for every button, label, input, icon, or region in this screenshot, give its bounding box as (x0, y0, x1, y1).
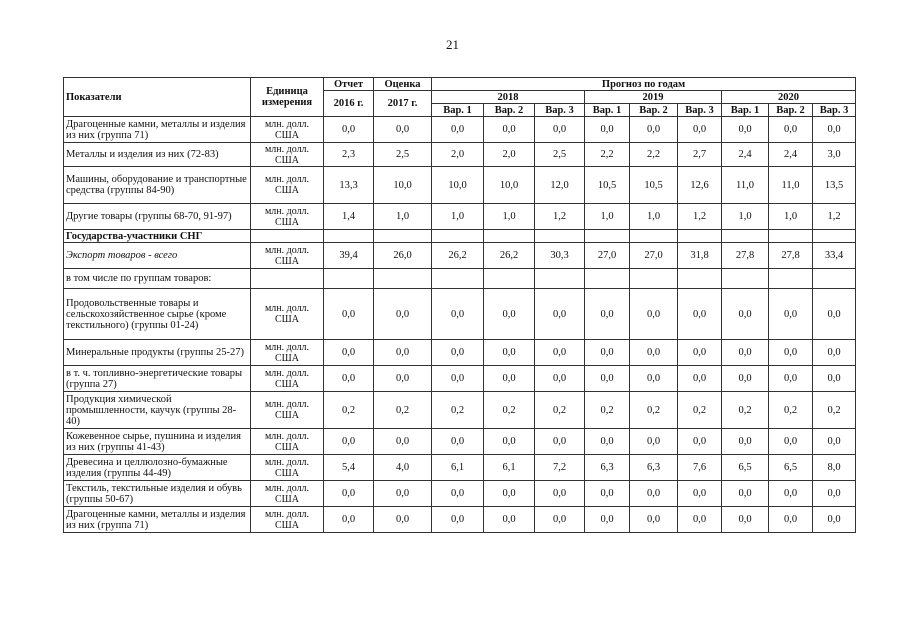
value-cell: 0,0 (630, 366, 678, 392)
value-cell: 0,0 (630, 340, 678, 366)
value-cell (585, 230, 630, 243)
value-cell: 27,8 (769, 243, 813, 269)
value-cell: 0,0 (630, 481, 678, 507)
table-row (64, 269, 856, 289)
value-cell: 1,0 (432, 204, 484, 230)
row-unit: млн. долл. США (251, 289, 324, 340)
header-variant: Вар. 2 (630, 104, 678, 117)
value-cell: 26,0 (374, 243, 432, 269)
value-cell: 0,0 (324, 289, 374, 340)
table-row (64, 392, 856, 429)
value-cell (630, 230, 678, 243)
value-cell: 0,0 (722, 429, 769, 455)
value-cell (813, 269, 856, 289)
row-label: в том числе по группам товаров: (64, 269, 251, 289)
value-cell: 0,0 (813, 429, 856, 455)
value-cell: 1,0 (722, 204, 769, 230)
value-cell: 0,0 (769, 481, 813, 507)
header-year: 2018 (432, 91, 585, 104)
value-cell: 10,5 (630, 167, 678, 204)
value-cell (324, 269, 374, 289)
value-cell: 10,0 (484, 167, 535, 204)
row-unit: млн. долл. США (251, 204, 324, 230)
value-cell (630, 269, 678, 289)
table-row (64, 340, 856, 366)
value-cell: 0,0 (769, 117, 813, 143)
table-row (64, 289, 856, 340)
row-unit: млн. долл. США (251, 507, 324, 533)
value-cell: 6,1 (432, 455, 484, 481)
table-body (64, 117, 856, 533)
value-cell: 1,2 (678, 204, 722, 230)
value-cell: 1,0 (585, 204, 630, 230)
value-cell: 0,0 (813, 289, 856, 340)
value-cell: 0,0 (585, 289, 630, 340)
value-cell: 0,0 (630, 429, 678, 455)
value-cell: 26,2 (432, 243, 484, 269)
row-label: Минеральные продукты (группы 25-27) (64, 340, 251, 366)
value-cell: 39,4 (324, 243, 374, 269)
value-cell (374, 230, 432, 243)
value-cell: 0,0 (374, 117, 432, 143)
page-number: 21 (446, 37, 459, 52)
value-cell: 7,2 (535, 455, 585, 481)
value-cell: 0,0 (585, 481, 630, 507)
table-row (64, 429, 856, 455)
table-row (64, 481, 856, 507)
row-unit (251, 269, 324, 289)
value-cell: 0,0 (432, 481, 484, 507)
value-cell: 0,0 (324, 340, 374, 366)
value-cell: 7,6 (678, 455, 722, 481)
row-label: Древесина и целлюлозно-бумажные изделия (группы 44-49) (64, 455, 251, 481)
value-cell: 0,0 (484, 117, 535, 143)
value-cell: 0,2 (722, 392, 769, 429)
forecast-table (63, 77, 856, 533)
value-cell: 0,0 (484, 340, 535, 366)
value-cell: 0,0 (535, 117, 585, 143)
row-unit (251, 230, 324, 243)
value-cell: 2,2 (630, 143, 678, 167)
value-cell: 4,0 (374, 455, 432, 481)
value-cell: 1,0 (769, 204, 813, 230)
value-cell: 0,0 (769, 366, 813, 392)
value-cell: 2,2 (585, 143, 630, 167)
header-report: Отчет (324, 78, 374, 91)
row-label: Государства-участники СНГ (64, 230, 251, 243)
value-cell: 0,0 (374, 289, 432, 340)
value-cell: 2,5 (374, 143, 432, 167)
value-cell: 0,0 (535, 366, 585, 392)
value-cell: 0,0 (432, 289, 484, 340)
value-cell: 0,0 (585, 366, 630, 392)
value-cell: 33,4 (813, 243, 856, 269)
value-cell: 0,0 (432, 117, 484, 143)
value-cell: 6,5 (769, 455, 813, 481)
value-cell: 13,5 (813, 167, 856, 204)
value-cell: 0,0 (535, 289, 585, 340)
table-row (64, 143, 856, 167)
value-cell (324, 230, 374, 243)
value-cell: 0,0 (484, 429, 535, 455)
value-cell: 8,0 (813, 455, 856, 481)
value-cell: 0,0 (585, 117, 630, 143)
value-cell: 0,0 (722, 366, 769, 392)
value-cell: 10,5 (585, 167, 630, 204)
value-cell: 0,0 (432, 507, 484, 533)
value-cell: 2,0 (432, 143, 484, 167)
value-cell: 0,0 (374, 429, 432, 455)
value-cell: 30,3 (535, 243, 585, 269)
value-cell: 0,2 (769, 392, 813, 429)
table-row (64, 243, 856, 269)
value-cell (374, 269, 432, 289)
value-cell: 10,0 (374, 167, 432, 204)
table-row (64, 455, 856, 481)
value-cell: 27,0 (585, 243, 630, 269)
value-cell: 1,2 (535, 204, 585, 230)
value-cell: 2,5 (535, 143, 585, 167)
header-variant: Вар. 3 (535, 104, 585, 117)
value-cell: 0,2 (630, 392, 678, 429)
row-unit: млн. долл. США (251, 243, 324, 269)
value-cell: 0,0 (678, 481, 722, 507)
value-cell: 0,0 (630, 289, 678, 340)
value-cell: 3,0 (813, 143, 856, 167)
row-label: в т. ч. топливно-энергетические товары (группа 27) (64, 366, 251, 392)
value-cell: 0,0 (374, 366, 432, 392)
value-cell: 1,2 (813, 204, 856, 230)
row-label: Драгоценные камни, металлы и изделия из них (группа 71) (64, 117, 251, 143)
value-cell: 0,0 (813, 117, 856, 143)
table-row (64, 366, 856, 392)
table-row (64, 117, 856, 143)
value-cell: 0,2 (585, 392, 630, 429)
value-cell: 0,0 (722, 289, 769, 340)
value-cell: 0,0 (722, 481, 769, 507)
header-indicator: Показатели (64, 78, 251, 117)
value-cell (722, 269, 769, 289)
value-cell: 0,0 (324, 481, 374, 507)
value-cell: 0,0 (769, 507, 813, 533)
value-cell: 0,2 (535, 392, 585, 429)
value-cell: 2,7 (678, 143, 722, 167)
value-cell: 1,0 (374, 204, 432, 230)
value-cell: 11,0 (769, 167, 813, 204)
header-estimate: Оценка (374, 78, 432, 91)
value-cell: 5,4 (324, 455, 374, 481)
value-cell (484, 269, 535, 289)
value-cell: 0,0 (432, 366, 484, 392)
value-cell: 0,0 (678, 289, 722, 340)
value-cell: 0,0 (484, 507, 535, 533)
value-cell: 0,2 (813, 392, 856, 429)
value-cell (813, 230, 856, 243)
value-cell: 26,2 (484, 243, 535, 269)
row-label: Металлы и изделия из них (72-83) (64, 143, 251, 167)
row-label: Продовольственные товары и сельскохозяйственное сырье (кроме текстильного) (группы 01-24) (64, 289, 251, 340)
value-cell: 6,3 (630, 455, 678, 481)
value-cell: 0,0 (432, 429, 484, 455)
value-cell: 6,1 (484, 455, 535, 481)
value-cell: 0,0 (813, 481, 856, 507)
value-cell: 0,0 (585, 429, 630, 455)
header-unit: Единица измерения (251, 78, 324, 117)
header-year: 2019 (585, 91, 722, 104)
row-unit: млн. долл. США (251, 340, 324, 366)
header-variant: Вар. 1 (585, 104, 630, 117)
value-cell (678, 269, 722, 289)
value-cell: 10,0 (432, 167, 484, 204)
table-row (64, 230, 856, 243)
value-cell: 0,0 (813, 366, 856, 392)
header-variant: Вар. 3 (813, 104, 856, 117)
value-cell (432, 269, 484, 289)
value-cell: 12,0 (535, 167, 585, 204)
row-unit: млн. долл. США (251, 481, 324, 507)
value-cell: 6,3 (585, 455, 630, 481)
value-cell: 0,0 (678, 366, 722, 392)
value-cell: 12,6 (678, 167, 722, 204)
header-year-2017: 2017 г. (374, 91, 432, 117)
value-cell: 0,0 (722, 117, 769, 143)
table-row (64, 204, 856, 230)
row-unit: млн. долл. США (251, 366, 324, 392)
row-label: Другие товары (группы 68-70, 91-97) (64, 204, 251, 230)
value-cell: 2,4 (722, 143, 769, 167)
value-cell: 0,0 (432, 340, 484, 366)
value-cell (769, 230, 813, 243)
value-cell: 0,0 (484, 366, 535, 392)
value-cell (535, 230, 585, 243)
value-cell: 0,0 (722, 340, 769, 366)
row-label: Текстиль, текстильные изделия и обувь (группы 50-67) (64, 481, 251, 507)
value-cell: 2,4 (769, 143, 813, 167)
value-cell: 11,0 (722, 167, 769, 204)
value-cell: 0,0 (374, 481, 432, 507)
row-unit: млн. долл. США (251, 455, 324, 481)
value-cell: 0,2 (484, 392, 535, 429)
value-cell: 0,0 (769, 289, 813, 340)
value-cell: 13,3 (324, 167, 374, 204)
header-variant: Вар. 1 (722, 104, 769, 117)
value-cell: 0,0 (678, 429, 722, 455)
value-cell: 27,8 (722, 243, 769, 269)
value-cell: 6,5 (722, 455, 769, 481)
row-label: Драгоценные камни, металлы и изделия из них (группа 71) (64, 507, 251, 533)
value-cell: 0,0 (324, 507, 374, 533)
header-variant: Вар. 3 (678, 104, 722, 117)
value-cell: 0,2 (678, 392, 722, 429)
value-cell: 0,0 (813, 507, 856, 533)
value-cell: 0,2 (374, 392, 432, 429)
row-unit: млн. долл. США (251, 117, 324, 143)
header-variant: Вар. 2 (484, 104, 535, 117)
value-cell (585, 269, 630, 289)
value-cell: 0,0 (678, 507, 722, 533)
value-cell: 2,0 (484, 143, 535, 167)
value-cell: 0,0 (585, 340, 630, 366)
table-header (64, 78, 856, 117)
row-label: Экспорт товаров - всего (64, 243, 251, 269)
value-cell (535, 269, 585, 289)
table-row (64, 507, 856, 533)
value-cell: 0,0 (324, 117, 374, 143)
header-variant: Вар. 1 (432, 104, 484, 117)
row-unit: млн. долл. США (251, 429, 324, 455)
value-cell: 0,0 (722, 507, 769, 533)
value-cell: 1,4 (324, 204, 374, 230)
value-cell: 0,0 (535, 481, 585, 507)
row-unit: млн. долл. США (251, 143, 324, 167)
value-cell: 0,0 (585, 507, 630, 533)
header-year-2016: 2016 г. (324, 91, 374, 117)
value-cell: 0,0 (374, 340, 432, 366)
value-cell: 0,0 (535, 429, 585, 455)
header-variant: Вар. 2 (769, 104, 813, 117)
value-cell: 0,0 (769, 429, 813, 455)
value-cell (722, 230, 769, 243)
value-cell: 0,0 (324, 429, 374, 455)
value-cell: 0,0 (769, 340, 813, 366)
value-cell: 31,8 (678, 243, 722, 269)
value-cell: 2,3 (324, 143, 374, 167)
value-cell: 0,0 (630, 117, 678, 143)
header-forecast: Прогноз по годам (432, 78, 856, 91)
value-cell: 0,2 (324, 392, 374, 429)
row-label: Машины, оборудование и транспортные средства (группы 84-90) (64, 167, 251, 204)
header-year: 2020 (722, 91, 856, 104)
value-cell: 0,0 (484, 289, 535, 340)
table-row (64, 167, 856, 204)
value-cell: 0,0 (535, 340, 585, 366)
value-cell (484, 230, 535, 243)
row-label: Кожевенное сырье, пушнина и изделия из них (группы 41-43) (64, 429, 251, 455)
value-cell: 0,0 (678, 340, 722, 366)
row-unit: млн. долл. США (251, 167, 324, 204)
value-cell: 27,0 (630, 243, 678, 269)
value-cell (678, 230, 722, 243)
value-cell: 1,0 (484, 204, 535, 230)
value-cell: 0,0 (484, 481, 535, 507)
row-label: Продукция химической промышленности, каучук (группы 28-40) (64, 392, 251, 429)
row-unit: млн. долл. США (251, 392, 324, 429)
value-cell: 0,2 (432, 392, 484, 429)
value-cell: 0,0 (324, 366, 374, 392)
value-cell: 1,0 (630, 204, 678, 230)
value-cell (769, 269, 813, 289)
value-cell: 0,0 (374, 507, 432, 533)
value-cell: 0,0 (535, 507, 585, 533)
value-cell: 0,0 (630, 507, 678, 533)
value-cell: 0,0 (813, 340, 856, 366)
value-cell (432, 230, 484, 243)
value-cell: 0,0 (678, 117, 722, 143)
